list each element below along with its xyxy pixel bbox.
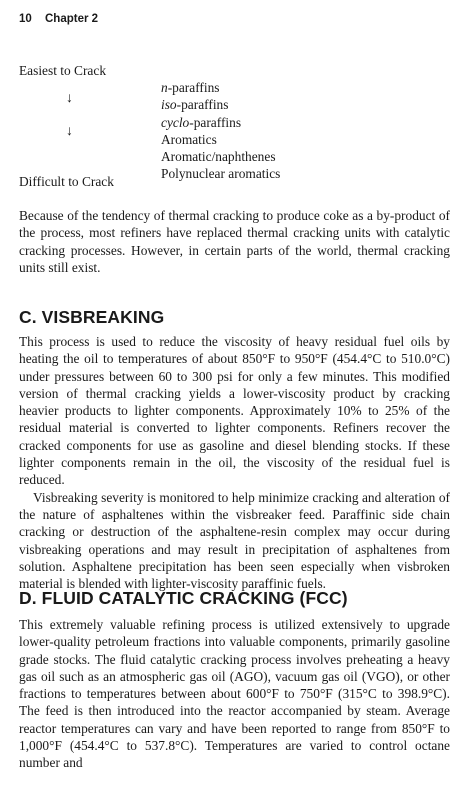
cracking-ease-list bbox=[19, 62, 449, 192]
list-item: Polynuclear aromatics bbox=[161, 166, 281, 182]
fcc-body bbox=[19, 616, 450, 772]
easiest-label: Easiest to Crack bbox=[19, 63, 107, 78]
visbreaking-body bbox=[19, 333, 450, 592]
list-item: n-paraffins bbox=[161, 80, 220, 95]
down-arrow-icon: ↓ bbox=[66, 91, 73, 106]
hydrocarbon-list bbox=[161, 79, 280, 183]
difficult-label: Difficult to Crack bbox=[19, 174, 114, 189]
list-item: iso-paraffins bbox=[161, 97, 229, 113]
intro-paragraph: Because of the tendency of thermal cracking to produce coke as a by-product of the process, most refiners have replaced thermal cracking units with catalytic cracking processes. However, in certain parts of the world, thermal cracking units still exist. bbox=[19, 208, 450, 275]
chapter-title: Chapter 2 bbox=[45, 13, 99, 25]
down-arrow-icon: ↓ bbox=[66, 124, 73, 139]
section-heading-fcc: D. FLUID CATALYTIC CRACKING (FCC) bbox=[19, 588, 348, 608]
page-number: 10 bbox=[19, 13, 32, 25]
list-item: Aromatic/naphthenes bbox=[161, 149, 276, 165]
paragraph: This extremely valuable refining process is utilized extensively to upgrade lower-quality petroleum fractions into valuable components, primarily gasoline grade stocks. The fluid catalytic cracking process involves preheating a heavy gas oil such as an atmospheric gas oil (AGO), vacuum gas oil (VGO), or other fractions to temperatures between about 600°F to 750°F (315°C to 398.9°C). The feed is then introduced into the reactor accompanied by steam. Average reactor temperatures can vary and have been reported to range from 850°F to 1,000°F (454.4°C to 537.8°C). Temperatures are varied to control octane number and bbox=[19, 617, 450, 771]
list-item: Aromatics bbox=[161, 131, 217, 147]
section-heading-visbreaking: C. VISBREAKING bbox=[19, 307, 165, 327]
list-item: cyclo-paraffins bbox=[161, 114, 242, 130]
running-header bbox=[19, 13, 98, 25]
paragraph: This process is used to reduce the viscosity of heavy residual fuel oils by heating the oil to temperatures of about 850°F to 950°F (454.4°C to 510.0°C) under pressures between 60 to 300 psi for only a few minutes. This modified version of thermal cracking yields a lower-viscosity product by cracking heavier products to lighter components. Approximately 10% to 25% of the residual material is converted to lighter components. Refiners recover the cracked components for use as gasoline and diesel blending stocks. If these lighter components remain in the oil, the viscosity of the residual fuel is reduced. bbox=[19, 334, 450, 488]
paragraph: Visbreaking severity is monitored to help minimize cracking and alteration of the nature of asphaltenes within the visbreaker feed. Paraffinic side chain cracking or destruction of the asphaltene-resin complex may occur during visbreaking operations and may result in precipitation of asphaltenes from solution. Asphaltene precipitation has been seen especially when visbroken material is blended with lighter-viscosity paraffinic fuels. bbox=[19, 489, 450, 592]
